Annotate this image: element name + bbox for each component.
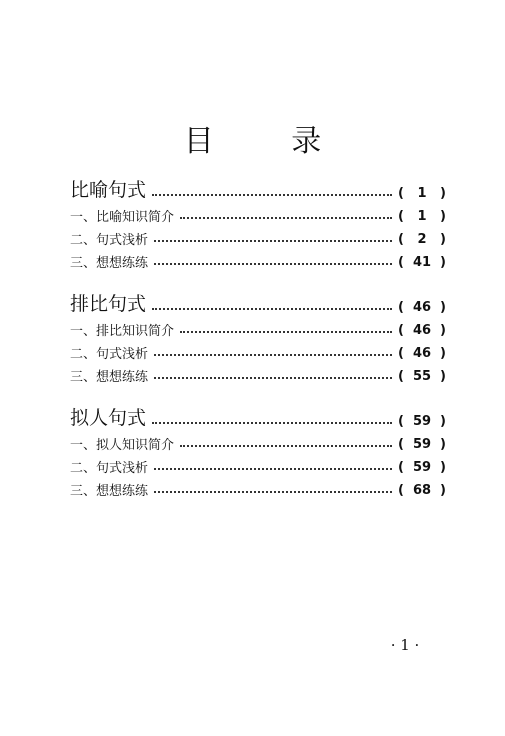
leader-dots <box>154 240 392 242</box>
toc-entry-label: 一、比喻知识简介 <box>70 210 175 225</box>
toc-entry[interactable] <box>70 476 446 499</box>
toc-heading-label: 比喻句式 <box>70 179 147 201</box>
leader-dots <box>154 491 392 493</box>
toc-section-1 <box>70 174 446 271</box>
toc-page-ref: ( 41 ) <box>398 255 446 270</box>
toc-entry[interactable] <box>70 453 446 476</box>
page-number: · 1 · <box>390 636 420 654</box>
toc-entry[interactable] <box>70 248 446 271</box>
toc-entry-label: 一、排比知识简介 <box>70 324 175 339</box>
toc-entry[interactable] <box>70 316 446 339</box>
page-value: 1 <box>417 186 427 201</box>
leader-dots <box>152 422 392 424</box>
leader-dots <box>180 217 392 219</box>
toc-entry-label: 三、想想练练 <box>70 484 149 499</box>
toc-page-ref: ( 2 ) <box>398 232 446 247</box>
toc-entry-label: 二、句式浅析 <box>70 233 149 248</box>
page-value: 59 <box>412 437 432 452</box>
page-value: 46 <box>412 300 432 315</box>
toc-page-ref: ( 46 ) <box>398 346 446 361</box>
toc-entry[interactable] <box>70 225 446 248</box>
leader-dots <box>154 354 392 356</box>
page-value: 46 <box>412 323 432 338</box>
page-value: 46 <box>412 346 432 361</box>
toc-entry[interactable] <box>70 362 446 385</box>
toc-entry-label: 二、句式浅析 <box>70 347 149 362</box>
page-value: 68 <box>412 483 432 498</box>
toc-entry-label: 二、句式浅析 <box>70 461 149 476</box>
toc-entry-label: 三、想想练练 <box>70 256 149 271</box>
toc-entry-label: 一、拟人知识简介 <box>70 438 175 453</box>
toc-entry[interactable] <box>70 430 446 453</box>
leader-dots <box>154 468 392 470</box>
page-value: 1 <box>417 209 427 224</box>
toc-page-ref: ( 1 ) <box>398 209 446 224</box>
toc-entry-label: 三、想想练练 <box>70 370 149 385</box>
toc-entry-heading[interactable] <box>70 402 446 430</box>
leader-dots <box>154 263 392 265</box>
toc-page-ref: ( 46 ) <box>398 300 446 315</box>
toc-section-2 <box>70 288 446 385</box>
toc-page-ref: ( 59 ) <box>398 437 446 452</box>
leader-dots <box>180 445 392 447</box>
leader-dots <box>152 308 392 310</box>
toc-entry[interactable] <box>70 202 446 225</box>
toc-entry[interactable] <box>70 339 446 362</box>
page-title: 目 录 <box>183 124 356 159</box>
page-value: 59 <box>412 460 432 475</box>
toc-section-3 <box>70 402 446 499</box>
toc-heading-label: 拟人句式 <box>70 407 147 429</box>
toc-page-ref: ( 55 ) <box>398 369 446 384</box>
toc-page-ref: ( 1 ) <box>398 186 446 201</box>
page-value: 59 <box>412 414 432 429</box>
toc-page-ref: ( 59 ) <box>398 460 446 475</box>
toc-page-ref: ( 46 ) <box>398 323 446 338</box>
toc-page-ref: ( 59 ) <box>398 414 446 429</box>
toc-page-ref: ( 68 ) <box>398 483 446 498</box>
page-value: 55 <box>412 369 432 384</box>
leader-dots <box>152 194 392 196</box>
toc-heading-label: 排比句式 <box>70 293 147 315</box>
leader-dots <box>180 331 392 333</box>
page-value: 41 <box>412 255 432 270</box>
page-value: 2 <box>417 232 427 247</box>
toc-entry-heading[interactable] <box>70 174 446 202</box>
leader-dots <box>154 377 392 379</box>
toc-entry-heading[interactable] <box>70 288 446 316</box>
